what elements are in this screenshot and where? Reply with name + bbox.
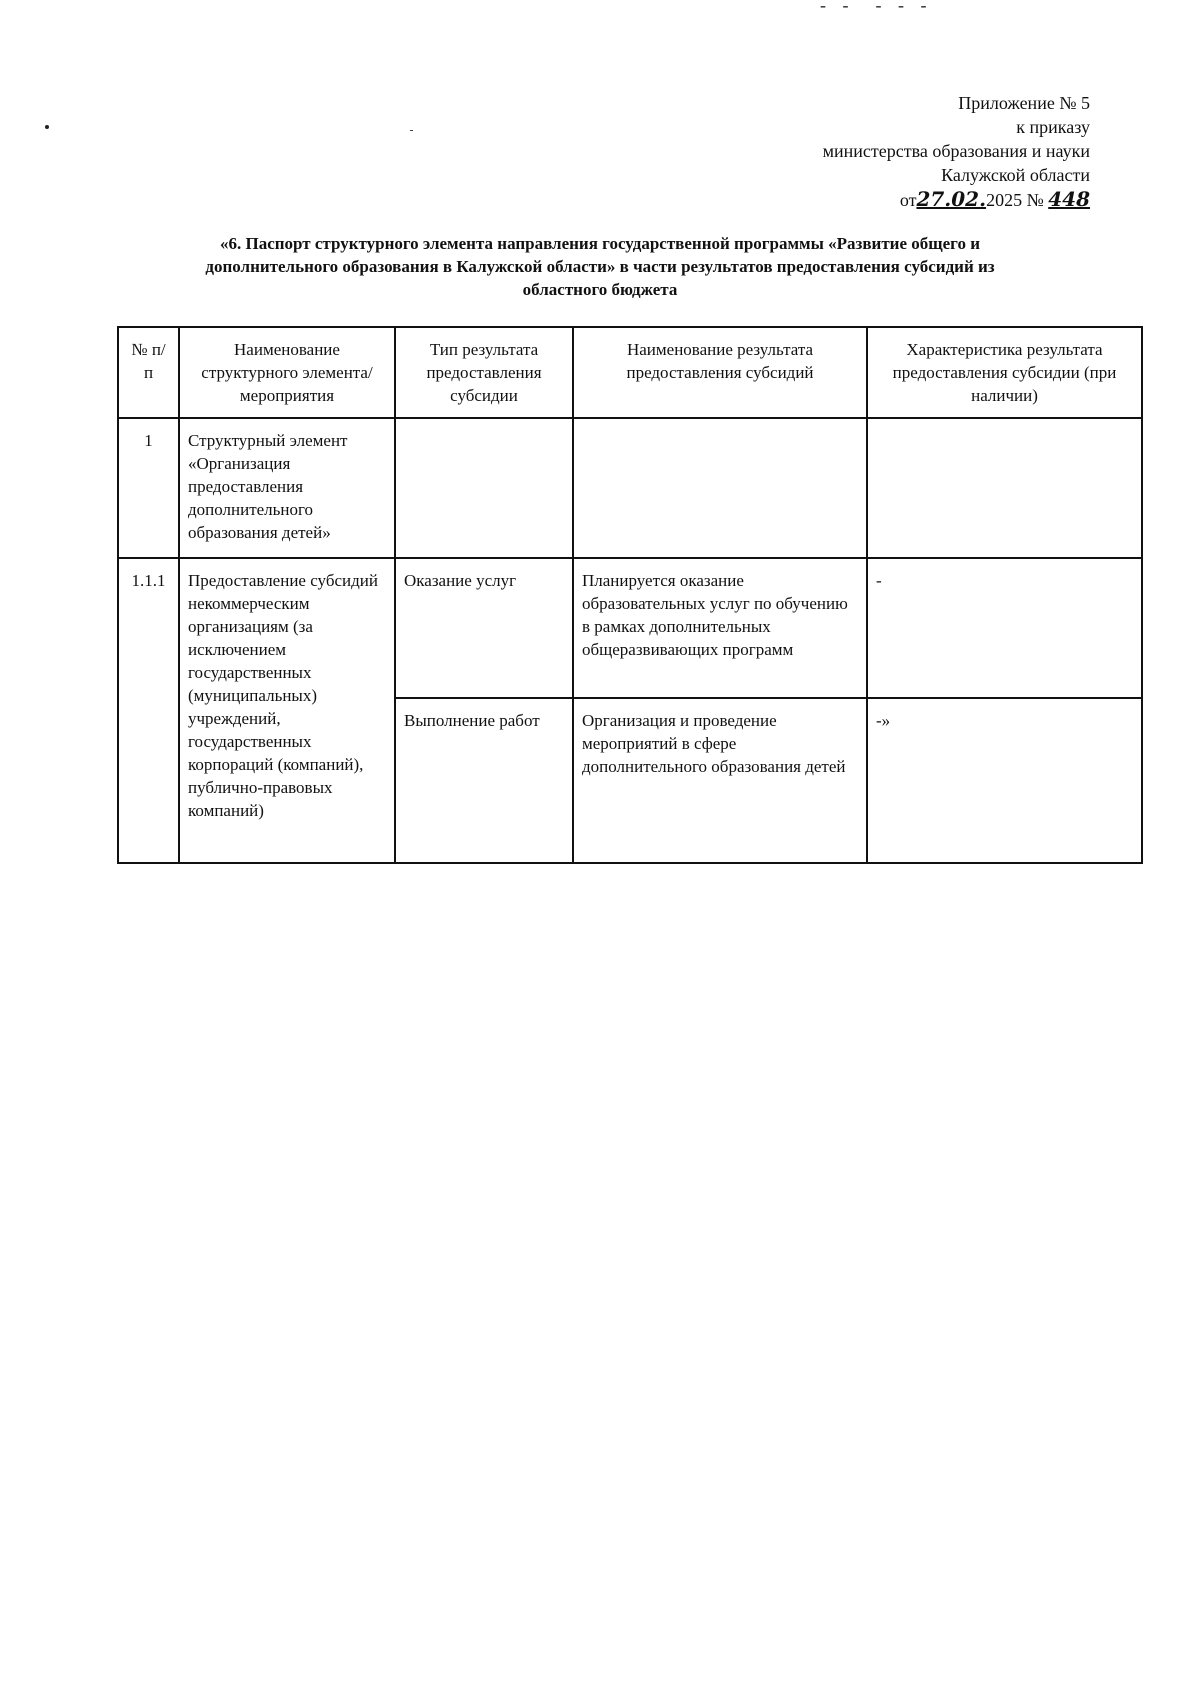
header-type: Тип результата предоставления субсидии: [395, 327, 573, 418]
appendix-header: [670, 91, 1090, 212]
handwritten-date: 27.02.: [916, 187, 987, 211]
table-row: [118, 558, 1142, 698]
title-line-2: дополнительного образования в Калужской области» в части результатов предоставления субсидий из: [205, 257, 995, 276]
document-title: [110, 232, 1090, 301]
order-date-line: [670, 187, 1090, 212]
scan-artifact-tick: [410, 130, 413, 131]
row-result: Планируется оказание образовательных услуг по обучению в рамках дополнительных общеразвивающих программ: [573, 558, 867, 698]
row-name: Предоставление субсидий некоммерческим организациям (за исключением государственных (муниципальных) учреждений, государственных корпораций (компаний), публично-правовых компаний): [179, 558, 395, 863]
header-characteristic: Характеристика результата предоставления субсидии (при наличии): [867, 327, 1142, 418]
table-row: [118, 418, 1142, 558]
row-num: 1.1.1: [118, 558, 179, 863]
row-type: Выполнение работ: [395, 698, 573, 863]
row-characteristic: -»: [867, 698, 1142, 863]
handwritten-order-number: 448: [1048, 187, 1090, 211]
row-characteristic-empty: [867, 418, 1142, 558]
row-type: Оказание услуг: [395, 558, 573, 698]
row-result: Организация и проведение мероприятий в сфере дополнительного образования детей: [573, 698, 867, 863]
row-result-empty: [573, 418, 867, 558]
title-line-1: «6. Паспорт структурного элемента направления государственной программы «Развитие общего и: [219, 234, 981, 253]
date-prefix: от: [899, 190, 917, 210]
region-label: Калужской области: [941, 165, 1090, 185]
row-type-empty: [395, 418, 573, 558]
row-name: Структурный элемент «Организация предоставления дополнительного образования детей»: [179, 418, 395, 558]
header-num: № п/п: [118, 327, 179, 418]
table-header-row: [118, 327, 1142, 418]
appendix-label: Приложение № 5: [958, 93, 1090, 113]
to-order-label: к приказу: [1016, 117, 1090, 137]
row-num: 1: [118, 418, 179, 558]
scan-artifact-dot: [45, 125, 49, 129]
header-name: Наименование структурного элемента/мероприятия: [179, 327, 395, 418]
scan-artifact-marks: - - - - -: [820, 0, 933, 15]
title-line-3: областного бюджета: [522, 280, 678, 299]
passport-table: [117, 326, 1143, 864]
row-characteristic: -: [867, 558, 1142, 698]
ministry-label: министерства образования и науки: [822, 141, 1090, 161]
header-result: Наименование результата предоставления субсидий: [573, 327, 867, 418]
date-year: 2025 №: [986, 190, 1044, 210]
